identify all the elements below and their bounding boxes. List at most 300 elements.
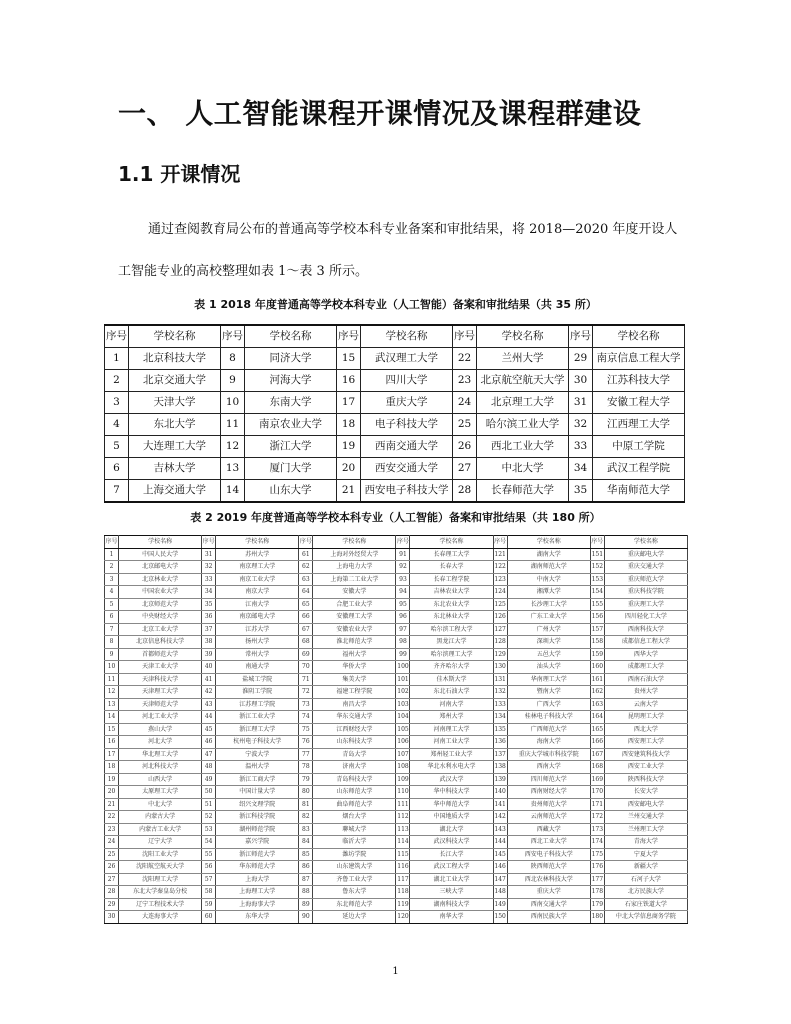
row-number-cell: 65 [299, 598, 313, 611]
school-name-cell: 北京交通大学 [129, 370, 221, 392]
school-name-cell: 青海大学 [604, 836, 687, 849]
row-number-cell: 24 [453, 392, 477, 414]
school-name-cell: 南京农业大学 [245, 414, 337, 436]
row-number-cell: 20 [337, 458, 361, 480]
school-name-cell: 浙江理工大学 [216, 723, 299, 736]
school-name-cell: 中国地质大学 [410, 811, 493, 824]
school-name-cell: 温州大学 [216, 761, 299, 774]
school-name-cell: 长春理工大学 [410, 548, 493, 561]
school-name-cell: 宁波大学 [216, 748, 299, 761]
row-number-cell: 26 [105, 861, 119, 874]
school-name-cell: 上海理工大学 [216, 886, 299, 899]
column-header: 序号 [493, 536, 507, 549]
school-name-cell: 贵州大学 [604, 686, 687, 699]
school-name-cell: 苏州大学 [216, 548, 299, 561]
row-number-cell: 37 [202, 623, 216, 636]
row-number-cell: 150 [493, 911, 507, 924]
row-number-cell: 3 [105, 392, 129, 414]
row-number-cell: 83 [299, 823, 313, 836]
row-number-cell: 145 [493, 848, 507, 861]
school-name-cell: 哈尔滨工业大学 [477, 414, 569, 436]
school-name-cell: 华东交通大学 [313, 711, 396, 724]
row-number-cell: 41 [202, 673, 216, 686]
row-number-cell: 57 [202, 873, 216, 886]
row-number-cell: 24 [105, 836, 119, 849]
row-number-cell: 152 [590, 561, 604, 574]
school-name-cell: 东北林业大学 [410, 611, 493, 624]
school-name-cell: 中北大学信息商务学院 [604, 911, 687, 924]
school-name-cell: 江苏大学 [216, 623, 299, 636]
row-number-cell: 173 [590, 823, 604, 836]
row-number-cell: 177 [590, 873, 604, 886]
school-name-cell: 华南理工大学 [507, 673, 590, 686]
school-name-cell: 北方民族大学 [604, 886, 687, 899]
row-number-cell: 79 [299, 773, 313, 786]
school-name-cell: 西南民族大学 [507, 911, 590, 924]
school-name-cell: 重庆大学 [361, 392, 453, 414]
school-name-cell: 湖北大学 [410, 823, 493, 836]
column-header: 学校名称 [593, 325, 685, 348]
school-name-cell: 北京工业大学 [119, 623, 202, 636]
school-name-cell: 曲阜师范大学 [313, 798, 396, 811]
school-name-cell: 广西师范大学 [507, 723, 590, 736]
school-name-cell: 沈阳航空航天大学 [119, 861, 202, 874]
row-number-cell: 55 [202, 848, 216, 861]
row-number-cell: 53 [202, 823, 216, 836]
table-row [105, 836, 688, 849]
row-number-cell: 169 [590, 773, 604, 786]
row-number-cell: 107 [396, 748, 410, 761]
table1 [104, 324, 685, 503]
row-number-cell: 155 [590, 598, 604, 611]
row-number-cell: 7 [105, 623, 119, 636]
school-name-cell: 郑州轻工业大学 [410, 748, 493, 761]
row-number-cell: 12 [221, 436, 245, 458]
column-header: 学校名称 [410, 536, 493, 549]
school-name-cell: 北京邮电大学 [119, 561, 202, 574]
school-name-cell: 西南石油大学 [604, 673, 687, 686]
school-name-cell: 山东师范大学 [313, 786, 396, 799]
row-number-cell: 56 [202, 861, 216, 874]
row-number-cell: 91 [396, 548, 410, 561]
school-name-cell: 东北农业大学 [410, 598, 493, 611]
school-name-cell: 南通大学 [216, 661, 299, 674]
row-number-cell: 82 [299, 811, 313, 824]
school-name-cell: 鲁东大学 [313, 886, 396, 899]
school-name-cell: 石河子大学 [604, 873, 687, 886]
row-number-cell: 63 [299, 573, 313, 586]
school-name-cell: 天津科技大学 [119, 673, 202, 686]
school-name-cell: 华中师范大学 [410, 798, 493, 811]
row-number-cell: 165 [590, 723, 604, 736]
school-name-cell: 浙江大学 [245, 436, 337, 458]
row-number-cell: 32 [569, 414, 593, 436]
school-name-cell: 东北师范大学 [313, 898, 396, 911]
row-number-cell: 111 [396, 798, 410, 811]
table-row [105, 573, 688, 586]
school-name-cell: 长安大学 [604, 786, 687, 799]
school-name-cell: 太原理工大学 [119, 786, 202, 799]
school-name-cell: 兰州大学 [477, 348, 569, 370]
row-number-cell: 135 [493, 723, 507, 736]
row-number-cell: 103 [396, 698, 410, 711]
page-number: 1 [392, 966, 399, 977]
school-name-cell: 河北科技大学 [119, 761, 202, 774]
school-name-cell: 辽宁工程技术大学 [119, 898, 202, 911]
table-row [105, 436, 685, 458]
school-name-cell: 齐鲁工业大学 [313, 873, 396, 886]
row-number-cell: 29 [105, 898, 119, 911]
table-row [105, 586, 688, 599]
row-number-cell: 31 [202, 548, 216, 561]
school-name-cell: 浙江师范大学 [216, 848, 299, 861]
school-name-cell: 西安交通大学 [361, 458, 453, 480]
row-number-cell: 108 [396, 761, 410, 774]
row-number-cell: 11 [105, 673, 119, 686]
row-number-cell: 101 [396, 673, 410, 686]
school-name-cell: 吉林农业大学 [410, 586, 493, 599]
row-number-cell: 153 [590, 573, 604, 586]
row-number-cell: 3 [105, 573, 119, 586]
table-row [105, 598, 688, 611]
school-name-cell: 燕山大学 [119, 723, 202, 736]
school-name-cell: 中国人民大学 [119, 548, 202, 561]
school-name-cell: 兰州理工大学 [604, 823, 687, 836]
school-name-cell: 重庆科技学院 [604, 586, 687, 599]
school-name-cell: 深圳大学 [507, 636, 590, 649]
table-row [105, 786, 688, 799]
school-name-cell: 山东大学 [245, 480, 337, 503]
school-name-cell: 东南大学 [245, 392, 337, 414]
column-header: 序号 [221, 325, 245, 348]
row-number-cell: 114 [396, 836, 410, 849]
column-header: 学校名称 [361, 325, 453, 348]
school-name-cell: 河北工业大学 [119, 711, 202, 724]
row-number-cell: 66 [299, 611, 313, 624]
school-name-cell: 电子科技大学 [361, 414, 453, 436]
school-name-cell: 淮阴工学院 [216, 686, 299, 699]
row-number-cell: 90 [299, 911, 313, 924]
school-name-cell: 嘉兴学院 [216, 836, 299, 849]
row-number-cell: 130 [493, 661, 507, 674]
row-number-cell: 13 [221, 458, 245, 480]
table-row [105, 886, 688, 899]
school-name-cell: 安徽农业大学 [313, 623, 396, 636]
school-name-cell: 华东师范大学 [216, 861, 299, 874]
school-name-cell: 大连理工大学 [129, 436, 221, 458]
school-name-cell: 昆明理工大学 [604, 711, 687, 724]
row-number-cell: 102 [396, 686, 410, 699]
school-name-cell: 南京信息工程大学 [593, 348, 685, 370]
row-number-cell: 1 [105, 548, 119, 561]
row-number-cell: 77 [299, 748, 313, 761]
school-name-cell: 五邑大学 [507, 648, 590, 661]
school-name-cell: 宁夏大学 [604, 848, 687, 861]
row-number-cell: 156 [590, 611, 604, 624]
row-number-cell: 5 [105, 598, 119, 611]
row-number-cell: 76 [299, 736, 313, 749]
table-row [105, 811, 688, 824]
table1-caption: 表 1 2018 年度普通高等学校本科专业（人工智能）备案和审批结果（共 35 所） [194, 298, 597, 311]
row-number-cell: 123 [493, 573, 507, 586]
table-row [105, 611, 688, 624]
row-number-cell: 124 [493, 586, 507, 599]
row-number-cell: 30 [105, 911, 119, 924]
school-name-cell: 北京林业大学 [119, 573, 202, 586]
school-name-cell: 华中科技大学 [410, 786, 493, 799]
row-number-cell: 92 [396, 561, 410, 574]
row-number-cell: 128 [493, 636, 507, 649]
table-row [105, 711, 688, 724]
school-name-cell: 济南大学 [313, 761, 396, 774]
school-name-cell: 广州大学 [507, 623, 590, 636]
row-number-cell: 32 [202, 561, 216, 574]
row-number-cell: 25 [453, 414, 477, 436]
row-number-cell: 14 [105, 711, 119, 724]
school-name-cell: 重庆理工大学 [604, 598, 687, 611]
school-name-cell: 兰州交通大学 [604, 811, 687, 824]
table2-caption: 表 2 2019 年度普通高等学校本科专业（人工智能）备案和审批结果（共 180 所） [190, 511, 601, 524]
school-name-cell: 西北大学 [604, 723, 687, 736]
table-row [105, 911, 688, 924]
school-name-cell: 安徽工程大学 [593, 392, 685, 414]
school-name-cell: 北京理工大学 [477, 392, 569, 414]
row-number-cell: 104 [396, 711, 410, 724]
row-number-cell: 154 [590, 586, 604, 599]
school-name-cell: 天津师范大学 [119, 698, 202, 711]
school-name-cell: 暨南大学 [507, 686, 590, 699]
table-row [105, 798, 688, 811]
row-number-cell: 100 [396, 661, 410, 674]
row-number-cell: 68 [299, 636, 313, 649]
school-name-cell: 内蒙古工业大学 [119, 823, 202, 836]
row-number-cell: 170 [590, 786, 604, 799]
column-header: 学校名称 [119, 536, 202, 549]
row-number-cell: 164 [590, 711, 604, 724]
row-number-cell: 75 [299, 723, 313, 736]
school-name-cell: 西藏大学 [507, 823, 590, 836]
school-name-cell: 贵州师范大学 [507, 798, 590, 811]
school-name-cell: 上海大学 [216, 873, 299, 886]
school-name-cell: 湖南大学 [507, 548, 590, 561]
school-name-cell: 西安工业大学 [604, 761, 687, 774]
row-number-cell: 67 [299, 623, 313, 636]
school-name-cell: 佳木斯大学 [410, 673, 493, 686]
school-name-cell: 重庆交通大学 [604, 561, 687, 574]
row-number-cell: 62 [299, 561, 313, 574]
row-number-cell: 9 [221, 370, 245, 392]
school-name-cell: 山东科技大学 [313, 736, 396, 749]
school-name-cell: 哈尔滨理工大学 [410, 648, 493, 661]
row-number-cell: 27 [453, 458, 477, 480]
school-name-cell: 南京工业大学 [216, 573, 299, 586]
row-number-cell: 30 [569, 370, 593, 392]
school-name-cell: 哈尔滨工程大学 [410, 623, 493, 636]
row-number-cell: 81 [299, 798, 313, 811]
row-number-cell: 106 [396, 736, 410, 749]
school-name-cell: 浙江科技学院 [216, 811, 299, 824]
school-name-cell: 淮北师范大学 [313, 636, 396, 649]
row-number-cell: 172 [590, 811, 604, 824]
school-name-cell: 江苏理工学院 [216, 698, 299, 711]
column-header: 学校名称 [507, 536, 590, 549]
row-number-cell: 36 [202, 611, 216, 624]
table-row [105, 848, 688, 861]
row-number-cell: 34 [202, 586, 216, 599]
column-header: 序号 [105, 536, 119, 549]
table-row [105, 636, 688, 649]
school-name-cell: 西南交通大学 [507, 898, 590, 911]
row-number-cell: 132 [493, 686, 507, 699]
table-row [105, 623, 688, 636]
school-name-cell: 北京师范大学 [119, 598, 202, 611]
row-number-cell: 139 [493, 773, 507, 786]
row-number-cell: 4 [105, 414, 129, 436]
row-number-cell: 138 [493, 761, 507, 774]
school-name-cell: 南昌大学 [313, 698, 396, 711]
row-number-cell: 23 [453, 370, 477, 392]
row-number-cell: 49 [202, 773, 216, 786]
row-number-cell: 159 [590, 648, 604, 661]
table-row [105, 823, 688, 836]
row-number-cell: 142 [493, 811, 507, 824]
school-name-cell: 西南财经大学 [507, 786, 590, 799]
column-header: 序号 [202, 536, 216, 549]
row-number-cell: 133 [493, 698, 507, 711]
row-number-cell: 151 [590, 548, 604, 561]
school-name-cell: 潍坊学院 [313, 848, 396, 861]
row-number-cell: 119 [396, 898, 410, 911]
school-name-cell: 河南理工大学 [410, 723, 493, 736]
row-number-cell: 167 [590, 748, 604, 761]
school-name-cell: 天津大学 [129, 392, 221, 414]
row-number-cell: 74 [299, 711, 313, 724]
school-name-cell: 西北工业大学 [507, 836, 590, 849]
row-number-cell: 80 [299, 786, 313, 799]
row-number-cell: 17 [105, 748, 119, 761]
school-name-cell: 重庆大学城市科技学院 [507, 748, 590, 761]
school-name-cell: 沈阳理工大学 [119, 873, 202, 886]
row-number-cell: 15 [105, 723, 119, 736]
school-name-cell: 黑龙江大学 [410, 636, 493, 649]
school-name-cell: 东北大学秦皇岛分校 [119, 886, 202, 899]
row-number-cell: 34 [569, 458, 593, 480]
table-row [105, 686, 688, 699]
school-name-cell: 聊城大学 [313, 823, 396, 836]
row-number-cell: 22 [105, 811, 119, 824]
school-name-cell: 浙江工商大学 [216, 773, 299, 786]
school-name-cell: 华侨大学 [313, 661, 396, 674]
row-number-cell: 180 [590, 911, 604, 924]
row-number-cell: 122 [493, 561, 507, 574]
section-heading: 一、 人工智能课程开课情况及课程群建设 [118, 97, 642, 130]
row-number-cell: 54 [202, 836, 216, 849]
row-number-cell: 18 [337, 414, 361, 436]
school-name-cell: 常州大学 [216, 648, 299, 661]
column-header: 学校名称 [477, 325, 569, 348]
row-number-cell: 136 [493, 736, 507, 749]
school-name-cell: 四川师范大学 [507, 773, 590, 786]
row-number-cell: 161 [590, 673, 604, 686]
row-number-cell: 93 [396, 573, 410, 586]
school-name-cell: 山东建筑大学 [313, 861, 396, 874]
row-number-cell: 8 [221, 348, 245, 370]
row-number-cell: 47 [202, 748, 216, 761]
row-number-cell: 163 [590, 698, 604, 711]
school-name-cell: 重庆师范大学 [604, 573, 687, 586]
table-row [105, 898, 688, 911]
school-name-cell: 东北大学 [129, 414, 221, 436]
school-name-cell: 安徽理工大学 [313, 611, 396, 624]
school-name-cell: 南华大学 [410, 911, 493, 924]
row-number-cell: 1 [105, 348, 129, 370]
school-name-cell: 南京邮电大学 [216, 611, 299, 624]
school-name-cell: 绍兴文理学院 [216, 798, 299, 811]
school-name-cell: 长沙理工大学 [507, 598, 590, 611]
school-name-cell: 江苏科技大学 [593, 370, 685, 392]
school-name-cell: 云南大学 [604, 698, 687, 711]
row-number-cell: 29 [569, 348, 593, 370]
school-name-cell: 天津工业大学 [119, 661, 202, 674]
table-row [105, 761, 688, 774]
school-name-cell: 上海第二工业大学 [313, 573, 396, 586]
table-row [105, 548, 688, 561]
school-name-cell: 河南工业大学 [410, 736, 493, 749]
school-name-cell: 河南大学 [410, 698, 493, 711]
row-number-cell: 10 [105, 661, 119, 674]
row-number-cell: 44 [202, 711, 216, 724]
row-number-cell: 162 [590, 686, 604, 699]
row-number-cell: 12 [105, 686, 119, 699]
row-number-cell: 157 [590, 623, 604, 636]
row-number-cell: 143 [493, 823, 507, 836]
row-number-cell: 45 [202, 723, 216, 736]
school-name-cell: 重庆邮电大学 [604, 548, 687, 561]
school-name-cell: 湘潭大学 [507, 586, 590, 599]
school-name-cell: 四川大学 [361, 370, 453, 392]
row-number-cell: 27 [105, 873, 119, 886]
school-name-cell: 武汉科技大学 [410, 836, 493, 849]
row-number-cell: 2 [105, 370, 129, 392]
row-number-cell: 78 [299, 761, 313, 774]
school-name-cell: 重庆大学 [507, 886, 590, 899]
school-name-cell: 三峡大学 [410, 886, 493, 899]
row-number-cell: 14 [221, 480, 245, 503]
row-number-cell: 19 [105, 773, 119, 786]
row-number-cell: 89 [299, 898, 313, 911]
school-name-cell: 河北大学 [119, 736, 202, 749]
row-number-cell: 131 [493, 673, 507, 686]
column-header: 序号 [590, 536, 604, 549]
row-number-cell: 146 [493, 861, 507, 874]
row-number-cell: 140 [493, 786, 507, 799]
school-name-cell: 长春工程学院 [410, 573, 493, 586]
school-name-cell: 西安邮电大学 [604, 798, 687, 811]
row-number-cell: 8 [105, 636, 119, 649]
row-number-cell: 99 [396, 648, 410, 661]
row-number-cell: 96 [396, 611, 410, 624]
row-number-cell: 127 [493, 623, 507, 636]
row-number-cell: 134 [493, 711, 507, 724]
school-name-cell: 成都信息工程大学 [604, 636, 687, 649]
school-name-cell: 盐城工学院 [216, 673, 299, 686]
school-name-cell: 上海交通大学 [129, 480, 221, 503]
school-name-cell: 湖州师范学院 [216, 823, 299, 836]
school-name-cell: 河海大学 [245, 370, 337, 392]
table-row [105, 698, 688, 711]
row-number-cell: 31 [569, 392, 593, 414]
school-name-cell: 广东工业大学 [507, 611, 590, 624]
